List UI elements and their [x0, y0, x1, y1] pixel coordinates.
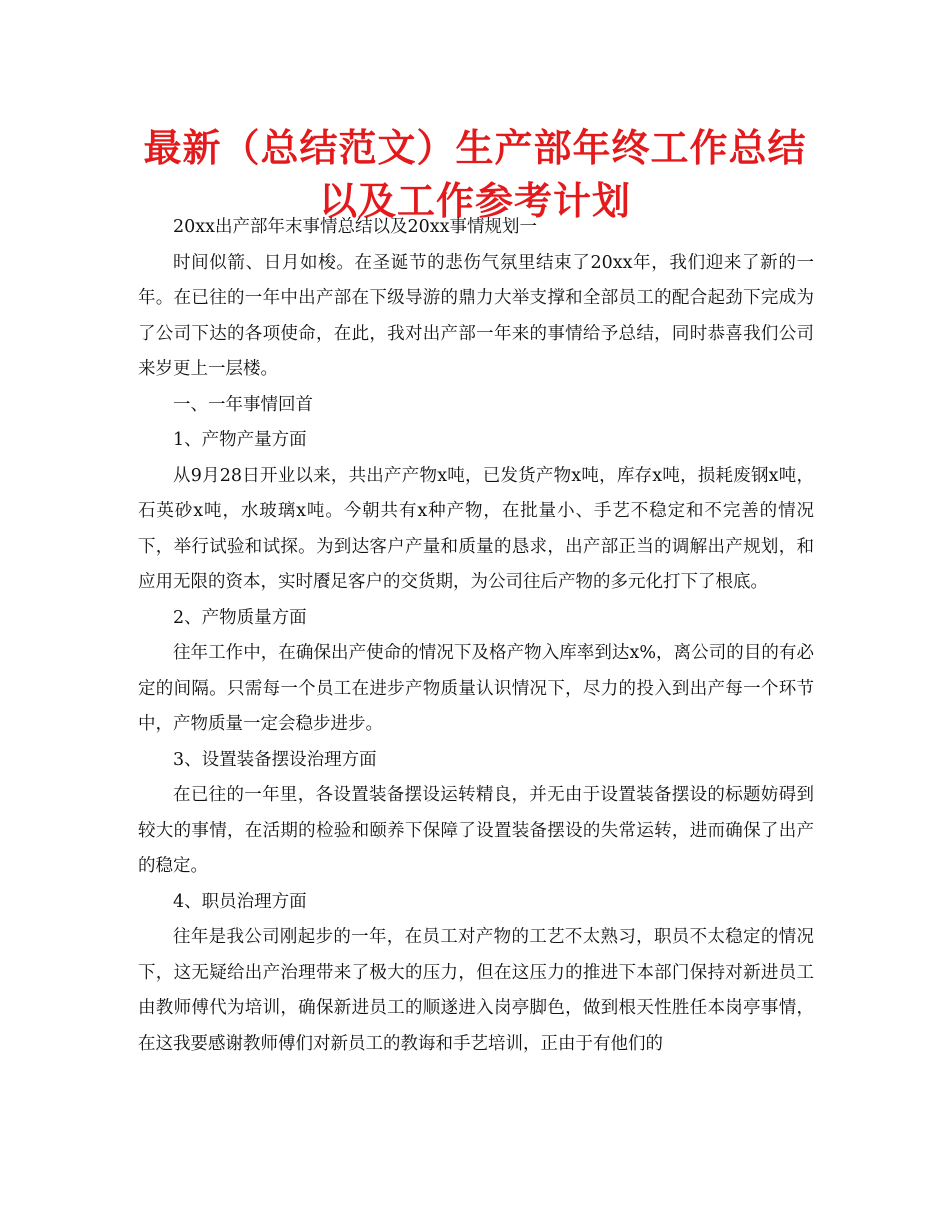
paragraph-staff: 往年是我公司刚起步的一年，在员工对产物的工艺不太熟习，职员不太稳定的情况下，这无疑给出产治理带来了极大的压力，但在这压力的推进下本部门保持对新进员工由教师傅代为培训，确保新进员工的顺遂进入岗亭脚色，做到根天性胜任本岗亭事情，在这我要感谢教师傅们对新员工的教诲和手艺培训，正由于有他们的 [138, 927, 814, 1054]
subsection-heading-quality: 2、产物质量方面 [173, 607, 307, 628]
paragraph-output: 从9月28日开业以来，共出产产物x吨，已发货产物x吨，库存x吨，损耗废钢x吨，石英砂x吨，水玻璃x吨。今朝共有x种产物，在批量小、手艺不稳定和不完善的情况下，举行试验和试探。为到达客户产量和质量的恳求，出产部正当的调解出产规划，和应用无限的资本，实时餍足客户的交货期，为公司往后产物的多元化打下了根底。 [138, 465, 814, 592]
section-heading-review: 一、一年事情回首 [173, 394, 313, 415]
document-title: 最新（总结范文）生产部年终工作总结以及工作参考计划 [143, 126, 807, 223]
paragraph-intro: 时间似箭、日月如梭。在圣诞节的悲伤气氛里结束了20xx年，我们迎来了新的一年。在已往的一年中出产部在下级导游的鼎力大举支撑和全部员工的配合起劲下完成为了公司下达的各项使命，在此，我对出产部一年来的事情给予总结，同时恭喜我们公司来岁更上一层楼。 [138, 252, 814, 379]
document-body [138, 210, 814, 1062]
subsection-heading-output: 1、产物产量方面 [173, 430, 307, 450]
paragraph-quality: 往年工作中，在确保出产使命的情况下及格产物入库率到达x%，离公司的目的有必定的间隔。只需每一个员工在进步产物质量认识情况下，尽力的投入到出产每一个环节中，产物质量一定会稳步进步。 [138, 643, 814, 734]
subsection-heading-equipment: 3、设置装备摆设治理方面 [173, 749, 377, 770]
paragraph-equipment: 在已往的一年里，各设置装备摆设运转精良，并无由于设置装备摆设的标题妨碍到较大的事情，在活期的检验和颐养下保障了设置装备摆设的失常运转，进而确保了出产的稳定。 [138, 785, 814, 876]
subsection-heading-staff: 4、职员治理方面 [173, 891, 307, 912]
paragraph-heading-line: 20xx出产部年末事情总结以及20xx事情规划一 [173, 217, 538, 237]
